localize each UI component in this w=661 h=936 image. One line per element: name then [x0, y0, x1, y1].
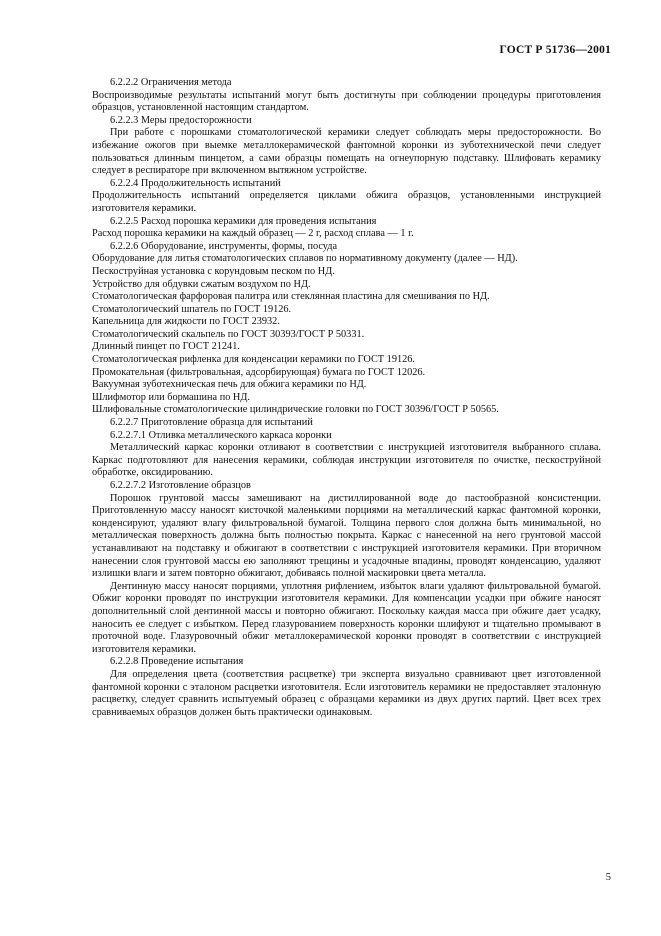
- section-heading: 6.2.2.7.2 Изготовление образцов: [110, 480, 251, 491]
- paragraph: Для определения цвета (соответствия расцветке) три эксперта визуально сравнивают цвет изготовленной фантомной коронки с эталоном расцветки изготовителя. Если изготовитель керамики не предоставляет эталонную расцветку, следует сравнить испытуемый образец с образцами керамики из двух других партий. Цвет всех трех сравниваемых образцов должен быть практически одинаковым.: [92, 668, 601, 718]
- section-heading: 6.2.2.8 Проведение испытания: [110, 656, 244, 668]
- equipment-item: Промокательная (фильтровальная, адсорбирующая) бумага по ГОСТ 12026.: [92, 366, 426, 378]
- equipment-item: Капельница для жидкости по ГОСТ 23932.: [92, 316, 280, 328]
- section-heading: 6.2.2.3 Меры предосторожности: [110, 114, 252, 126]
- document-code: ГОСТ Р 51736—2001: [499, 44, 611, 56]
- section-heading: 6.2.2.4 Продолжительность испытаний: [110, 177, 281, 189]
- equipment-item: Стоматологический шпатель по ГОСТ 19126.: [92, 303, 292, 315]
- paragraph: При работе с порошками стоматологической керамики следует соблюдать меры предосторожности. Во избежание ожогов при выемке металлокерамической фантомной коронки из зуботехнической печи следует пользоваться длинным пинцетом, а сами образцы помещать на огнеупорную подставку. Шлифовать керамику следует в респираторе при включенном вытяжном устройстве.: [92, 127, 601, 177]
- page-number: 5: [605, 872, 611, 883]
- equipment-item: Пескоструйная установка с корундовым песком по НД.: [92, 265, 335, 277]
- equipment-item: Шлифовальные стоматологические цилиндрические головки по ГОСТ 30396/ГОСТ Р 50565.: [92, 404, 499, 416]
- paragraph: Металлический каркас коронки отливают в соответствии с инструкцией изготовителя выбранного сплава. Каркас подготовляют для нанесения керамики, соблюдая инструкции изготовителя по очистке, пескоструйной обработке, оксидированию.: [92, 442, 601, 479]
- section-heading: 6.2.2.6 Оборудование, инструменты, формы, посуда: [110, 240, 338, 252]
- equipment-item: Оборудование для литья стоматологических сплавов по нормативному документу (далее — НД).: [92, 253, 518, 265]
- equipment-item: Стоматологический скальпель по ГОСТ 30393/ГОСТ Р 50331.: [92, 328, 365, 340]
- equipment-item: Стоматологическая рифленка для конденсации керамики по ГОСТ 19126.: [92, 354, 415, 366]
- paragraph: Продолжительность испытаний определяется циклами обжига образцов, установленными инструкцией изготовителя керамики.: [92, 190, 601, 214]
- section-heading: 6.2.2.7 Приготовление образца для испытаний: [110, 417, 313, 429]
- equipment-item: Длинный пинцет по ГОСТ 21241.: [92, 341, 240, 353]
- page-content: [92, 77, 601, 719]
- section-heading: 6.2.2.5 Расход порошка керамики для проведения испытания: [110, 215, 377, 227]
- equipment-item: Стоматологическая фарфоровая палитра или стеклянная пластина для смешивания по НД.: [92, 291, 490, 303]
- equipment-item: Шлифмотор или бормашина по НД.: [92, 391, 250, 403]
- section-heading: 6.2.2.7.1 Отливка металлического каркаса коронки: [110, 429, 332, 441]
- paragraph: Дентинную массу наносят порциями, уплотняя рифлением, избыток влаги удаляют фильтровальной бумагой. Обжиг коронки проводят по инструкции изготовителя керамики. Для компенсации усадки при обжиге наносят дополнительный слой дентинной массы и повторно обжигают. Поскольку каждая масса при обжиге дает усадку, наносить ее следует с избытком. Перед глазурованием поверхность коронки шлифуют и тщательно промывают в проточной воде. Глазуровочный обжиг металлокерамической коронки проводят в соответствии с инструкцией изготовителя керамики.: [92, 580, 601, 655]
- paragraph: Воспроизводимые результаты испытаний могут быть достигнуты при соблюдении процедуры приготовления образцов, установленной настоящим стандартом.: [92, 89, 601, 114]
- paragraph: Расход порошка керамики на каждый образец — 2 г, расход сплава — 1 г.: [92, 228, 414, 240]
- section-heading: 6.2.2.2 Ограничения метода: [110, 77, 232, 88]
- equipment-item: Устройство для обдувки сжатым воздухом по НД.: [92, 278, 311, 290]
- paragraph: Порошок грунтовой массы замешивают на дистиллированной воде до пастообразной консистенции. Приготовленную массу наносят кисточкой маленькими порциями на металлический каркас фантомной коронки, конденсируют, удаляют влагу фильтровальной бумагой. Толщина первого слоя должна быть минимальной, но металлическая поверхность должна быть полностью покрыта. Каркас с нанесенной на него грунтовой массой устанавливают на подставку и обжигают в соответствии с инструкцией изготовителя керамики. При вторичном нанесении слоя грунтовой массы ею заполняют трещины и усадочные впадины, проводят конденсацию, удаляют излишки влаги и затем повторно обжигают, добиваясь полной маскировки цвета металла.: [92, 492, 601, 580]
- equipment-item: Вакуумная зуботехническая печь для обжига керамики по НД.: [92, 379, 367, 391]
